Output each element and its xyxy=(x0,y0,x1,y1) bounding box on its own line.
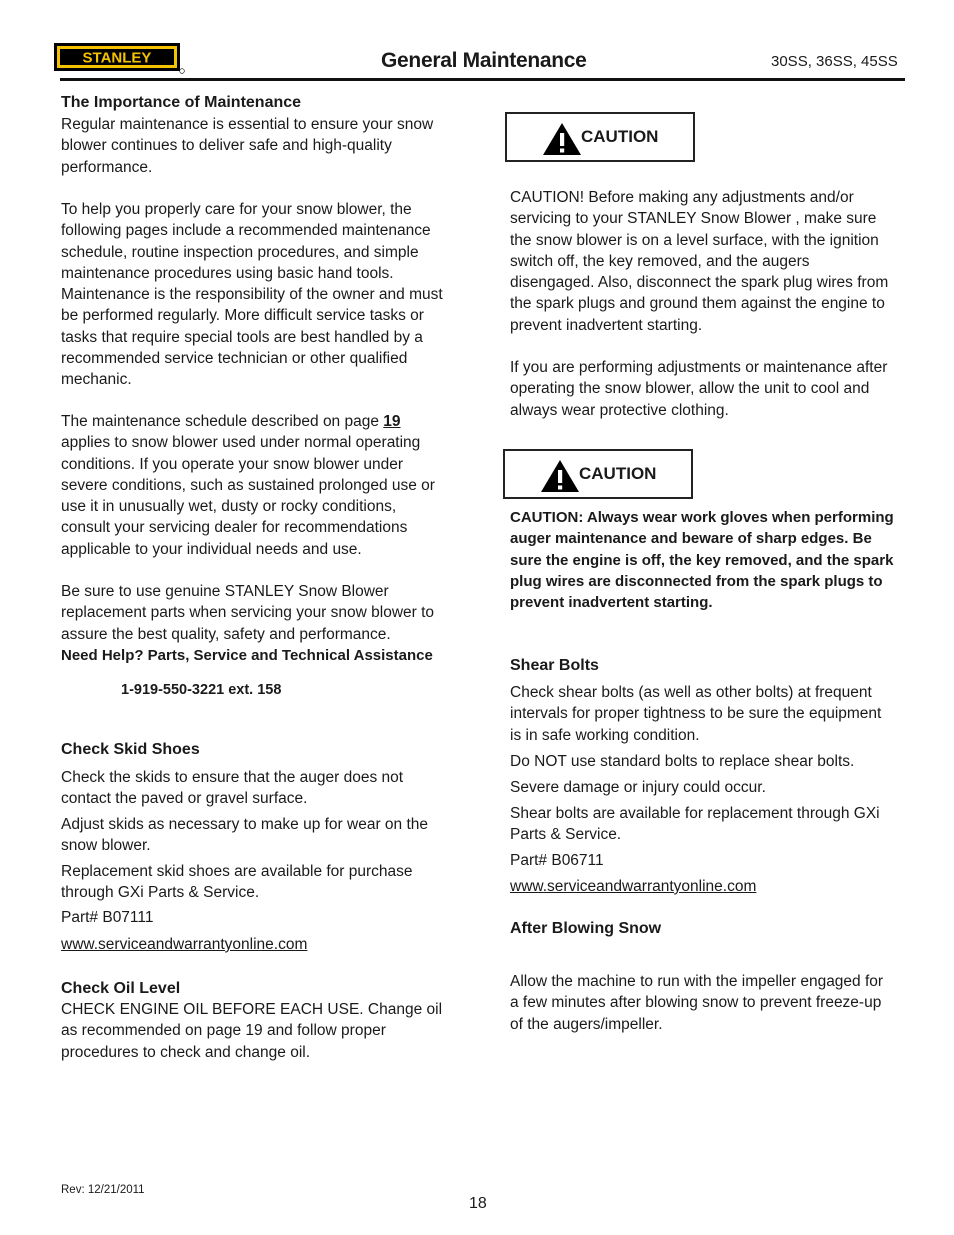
shear-bolts-heading: Shear Bolts xyxy=(510,657,599,674)
shear-paragraph-3: Severe damage or injury could occur. xyxy=(510,779,766,796)
shear-paragraph-2: Do NOT use standard bolts to replace shear bolts. xyxy=(510,753,855,770)
caution-2-paragraph: CAUTION: Always wear work gloves when performing auger maintenance and beware of sharp edges. Be sure the engine is off, the key removed, and the spark plug wires are disconnected from the spark plugs to prevent inadvertent starting. xyxy=(510,509,894,612)
schedule-text-after: applies to snow blower used under normal operating conditions. If you operate your snow blower under severe conditions, such as sustained prolonged use or use it in unusually wet, dusty or rocky conditions, consult your servicing dealer for recommendations applicable to your individual needs and use. xyxy=(61,434,435,558)
caution-1-paragraph-2: If you are performing adjustments or maintenance after operating the snow blower, allow the unit to cool and always wear protective clothing. xyxy=(510,359,888,419)
importance-paragraph-2: To help you properly care for your snow blower, the following pages include a recommended maintenance schedule, routine inspection procedures, and simple maintenance procedures using basic hand tools. Maintenance is the responsibility of the owner and must be performed regularly. More difficult service tasks or tasks that require special tools are best handled by a recommended service technician or other qualified mechanic. xyxy=(61,201,443,389)
caution-1-paragraph xyxy=(510,187,895,336)
shear-website-link[interactable]: www.serviceandwarrantyonline.com xyxy=(510,878,757,895)
shear-paragraph-1: Check shear bolts (as well as other bolts) at frequent intervals for proper tightness to be sure the equipment is in safe working condition. xyxy=(510,684,882,744)
skid-paragraph-3: Replacement skid shoes are available for purchase through GXi Parts & Service. xyxy=(61,863,413,902)
model-numbers: 30SS, 36SS, 45SS xyxy=(771,53,898,70)
shear-part-number: Part# B06711 xyxy=(510,852,604,869)
page-number: 18 xyxy=(469,1195,487,1212)
warning-icon xyxy=(541,121,583,157)
after-blowing-paragraph: Allow the machine to run with the impeller engaged for a few minutes after blowing snow to prevent freeze-up of the augers/impeller. xyxy=(510,973,884,1033)
stanley-logo xyxy=(54,43,185,74)
schedule-text-before: The maintenance schedule described on page xyxy=(61,413,384,430)
skid-paragraph-1: Check the skids to ensure that the auger does not contact the paved or gravel surface. xyxy=(61,769,404,808)
logo-text: STANLEY xyxy=(82,49,152,67)
revision-date: Rev: 12/21/2011 xyxy=(61,1184,145,1196)
after-blowing-heading: After Blowing Snow xyxy=(510,920,662,937)
genuine-parts-paragraph: Be sure to use genuine STANLEY Snow Blower replacement parts when servicing your snow blower to assure the best quality, safety and performance. xyxy=(61,583,435,643)
oil-level-heading: Check Oil Level xyxy=(61,980,181,997)
caution-1-lead: CAUTION! xyxy=(510,189,585,206)
phone-number: 1-919-550-3221 ext. 158 xyxy=(121,682,282,698)
caution-label: CAUTION xyxy=(581,127,659,146)
skid-paragraph-2: Adjust skids as necessary to make up for wear on the snow blower. xyxy=(61,816,429,855)
warning-icon xyxy=(539,458,581,494)
help-heading: Need Help? Parts, Service and Technical Assistance xyxy=(61,647,433,664)
header-divider xyxy=(60,78,905,81)
page-title: General Maintenance xyxy=(381,49,587,72)
caution-1-text: Before making any adjustments and/or servicing to your STANLEY Snow Blower , make sure the snow blower is on a level surface, with the ignition switch off, the key removed, and the augers disengaged. Also, disconnect the spark plug wires from the spark plugs and ground them against the engine to prevent inadvertent starting. xyxy=(510,189,889,334)
page-19-link[interactable]: 19 xyxy=(383,413,401,430)
skid-part-number: Part# B07111 xyxy=(61,909,154,926)
skid-website-link[interactable]: www.serviceandwarrantyonline.com xyxy=(61,936,308,953)
caution-label: CAUTION xyxy=(579,464,657,483)
importance-paragraph-1: Regular maintenance is essential to ensure your snow blower continues to deliver safe and high-quality performance. xyxy=(61,116,434,176)
shear-paragraph-4: Shear bolts are available for replacement through GXi Parts & Service. xyxy=(510,805,880,844)
oil-paragraph: CHECK ENGINE OIL BEFORE EACH USE. Change oil as recommended on page 19 and follow proper procedures to check and change oil. xyxy=(61,1001,443,1061)
importance-heading: The Importance of Maintenance xyxy=(61,94,302,111)
caution-box-1 xyxy=(505,112,695,162)
schedule-paragraph xyxy=(61,411,447,560)
skid-shoes-heading: Check Skid Shoes xyxy=(61,741,200,758)
caution-box-2 xyxy=(503,449,693,499)
